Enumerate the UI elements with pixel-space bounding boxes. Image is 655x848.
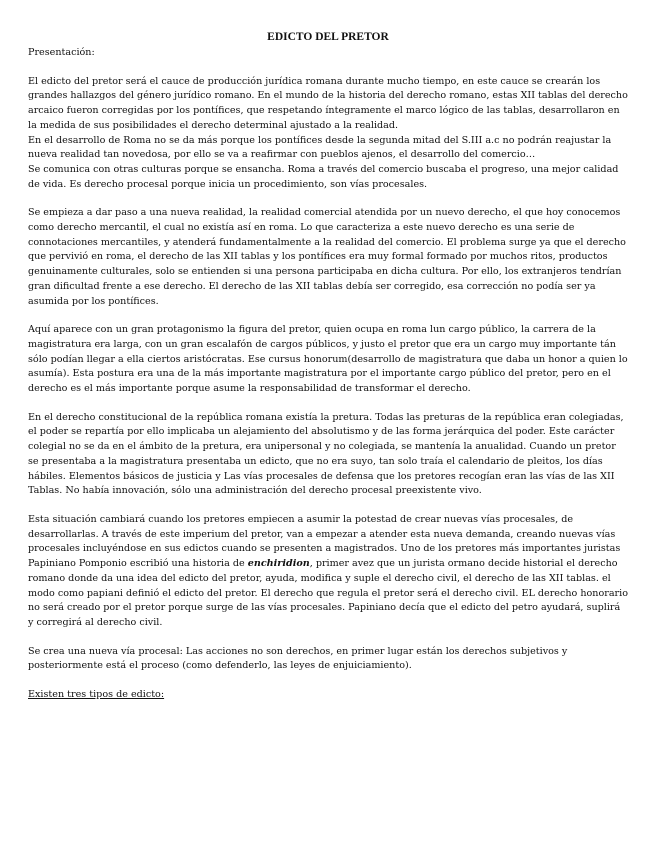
paragraph-1 xyxy=(28,75,628,193)
paragraph-5-text-a: Esta situación cambiará cuando los pretores empiecen a asumir la potestad de crear nuevas vías procesales, de desarrollarlas. A través de este imperium del pretor, van a empezar a atender esta nueva demanda, creando nuevas vías procesales incluyéndose en sus edictos cuando se presenten a magistrados. Uno de los pretores más importantes juristas Papiniano Pomponio escribió una historia de xyxy=(28,513,621,570)
document-page xyxy=(28,30,628,703)
paragraph-6: Se crea una nueva vía procesal: Las acciones no son derechos, en primer lugar están los derechos subjetivos y posteriormente está el proceso (como defenderlo, las leyes de enjuiciamiento). xyxy=(28,645,568,672)
paragraph-3: Aquí aparece con un gran protagonismo la figura del pretor, quien ocupa en roma lun cargo público, la carrera de la magistratura era larga, con un gran escalafón de cargos públicos, y justo el pretor que era un cargo muy importante tán sólo podían llegar a ella ciertos aristócratas. Ese cursus honorum(desarrollo de magistratura que daba un honor a quien lo asumía). Esta postura era una de la más importante magistratura por el importante cargo público del pretor, pero en el derecho es el más importante porque asume la responsabilidad de transformar el derecho. xyxy=(28,324,628,395)
edict-types-heading: Existen tres tipos de edicto: xyxy=(28,689,165,701)
paragraph-4: En el derecho constitucional de la república romana existía la pretura. Todas las preturas de la república eran colegiadas, el poder se repartía por ello implicaba un alejamiento del absolutismo y de las forma jerárquica del poder. Este carácter colegial no se da en el ámbito de la pretura, era unipersonal y no colegiada, se mantenía la anualidad. Cuando un pretor se presentaba a la magistratura presentaba un edicto, que no era suyo, tan solo traía el calendario de pleitos, los días hábiles. Elementos básicos de justicia y Las vías procesales de defensa que los pretores recogían eran las vías de las XII Tablas. No había innovación, sólo una administración del derecho procesal preexistente vivo. xyxy=(28,411,624,497)
paragraph-1-part-3: Se comunica con otras culturas porque se ensancha. Roma a través del comercio buscaba el progreso, una mejor calidad de vida. Es derecho procesal porque inicia un procedimiento, son vías procesales. xyxy=(28,163,619,190)
paragraph-1-part-1: El edicto del pretor será el cauce de producción jurídica romana durante mucho tiempo, en este cauce se crearán los grandes hallazgos del género jurídico romano. En el mundo de la historia del derecho romano, estas XII tablas del derecho arcaico fueron corregidas por los pontífices, que respetando íntegramente el marco lógico de las tablas, desarrollaron en la medida de sus posibilidades el derecho determinal ajustado a la realidad. xyxy=(28,75,628,131)
presentation-label: Presentación: xyxy=(28,47,95,58)
document-title: EDICTO DEL PRETOR xyxy=(267,31,389,43)
paragraph-5 xyxy=(28,513,628,631)
paragraph-5-text-b: , primer avez que un jurista ormano decide historial el derecho romano donde da una idea del edicto del pretor, ayuda, modifica y suple el derecho civil, el derecho de las XII tablas. el modo como papiani definió el edicto del pretor. El derecho que regula el pretor será el derecho civil. EL derecho honorario no será creado por el pretor porque surge de las vías procesales. Papiniano decía que el edicto del petro ayudará, suplirá y corregirá al derecho civil. xyxy=(28,558,628,628)
paragraph-1-part-2: En el desarrollo de Roma no se da más porque los pontífices desde la segunda mitad del S.III a.c no podrán reajustar la nueva realidad tan novedosa, por ello se va a reafirmar con pueblos ajenos, el desarrollo del comercio… xyxy=(28,134,612,161)
enchiridion-term: enchiridion xyxy=(247,558,310,570)
paragraph-2: Se empieza a dar paso a una nueva realidad, la realidad comercial atendida por un nuevo derecho, el que hoy conocemos como derecho mercantil, el cual no existía así en roma. Lo que caracteriza a este nuevo derecho es una serie de connotaciones mercantiles, y atenderá fundamentalmente a la realidad del comercio. El problema surge ya que el derecho que pervivió en roma, el derecho de las XII tablas y los pontífices era muy formal formado por muchos ritos, productos genuinamente culturales, solo se entienden si una persona participaba en dicha cultura. Por ello, los extranjeros tendrían gran dificultad frente a ese derecho. El derecho de las XII tablas debía ser corregido, esa corrección no podía ser ya asumida por los pontífices. xyxy=(28,207,626,307)
